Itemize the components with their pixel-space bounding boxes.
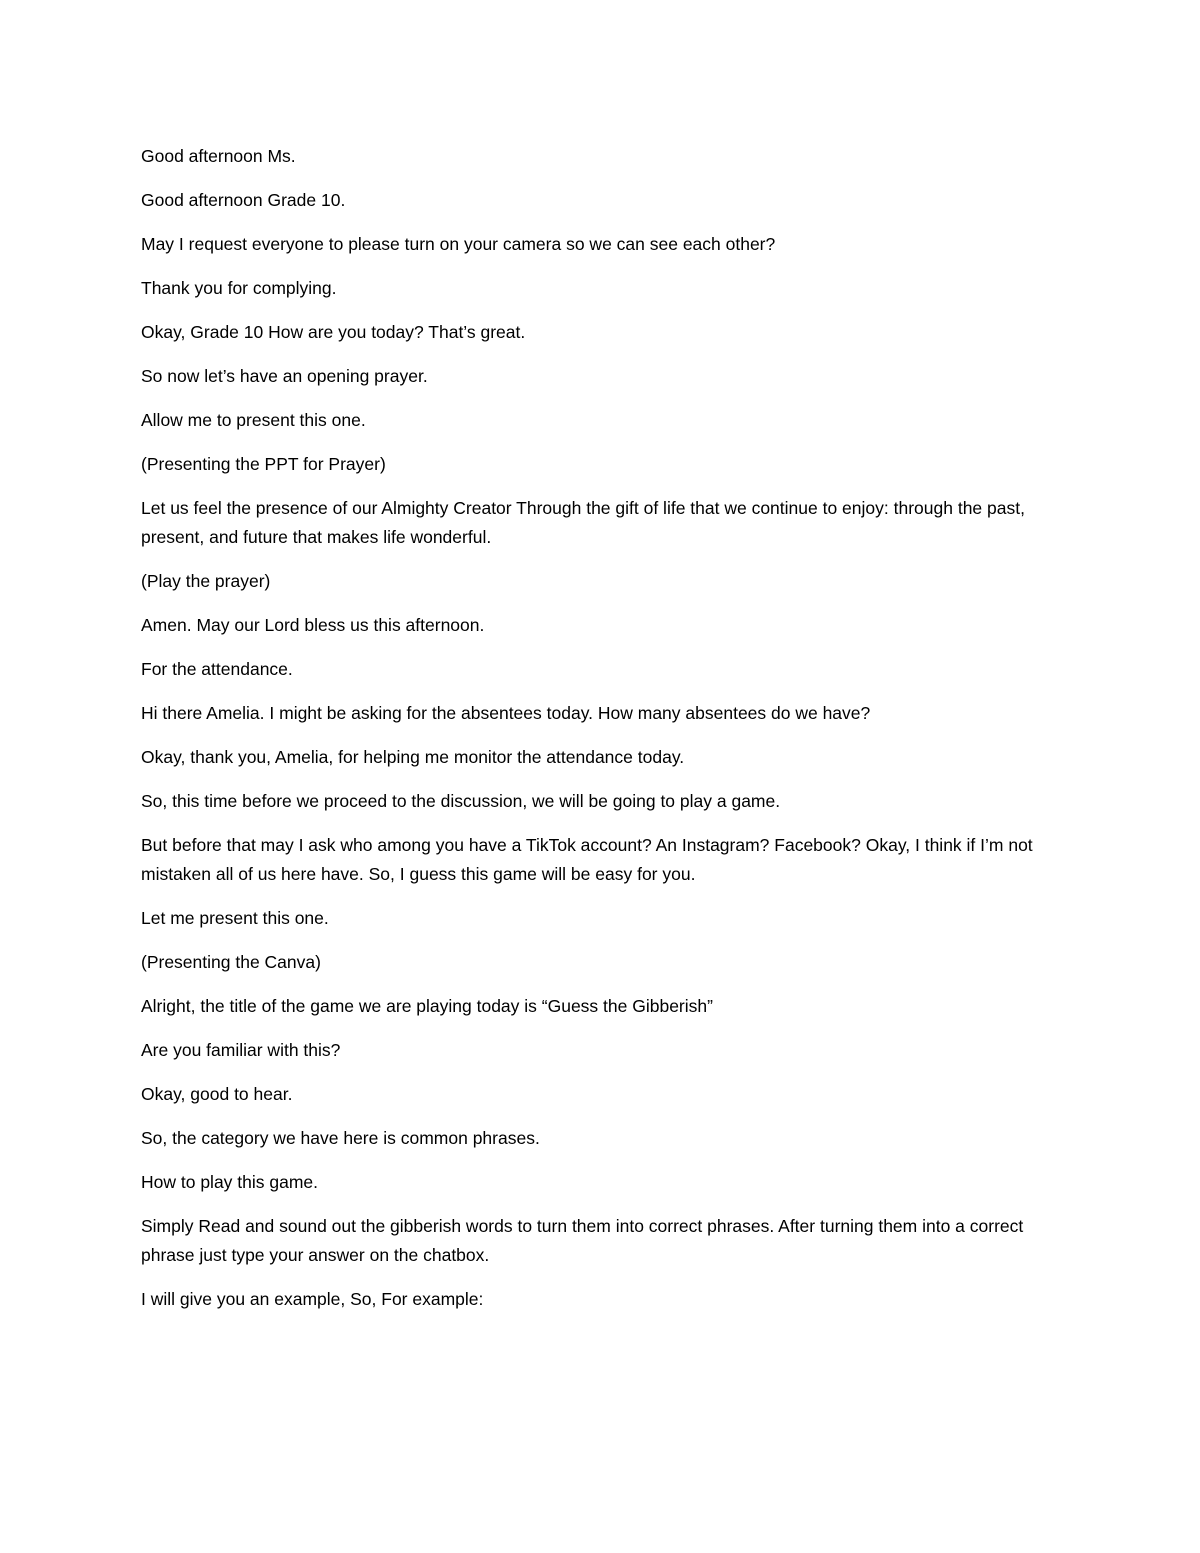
- paragraph: Good afternoon Grade 10.: [141, 190, 346, 210]
- paragraph: Are you familiar with this?: [141, 1040, 341, 1060]
- paragraph: So, the category we have here is common phrases.: [141, 1128, 540, 1148]
- paragraph: Okay, Grade 10 How are you today? That’s great.: [141, 322, 526, 342]
- paragraph: May I request everyone to please turn on your camera so we can see each other?: [141, 234, 776, 254]
- paragraph: (Presenting the Canva): [141, 952, 321, 972]
- paragraph: So, this time before we proceed to the discussion, we will be going to play a game.: [141, 791, 781, 811]
- paragraph: But before that may I ask who among you have a TikTok account? An Instagram? Facebook? Okay, I think if I’m not mistaken all of us here have. So, I guess this game will be easy for you.: [141, 835, 1033, 884]
- paragraph: Allow me to present this one.: [141, 410, 366, 430]
- document-body: [141, 142, 1061, 1329]
- paragraph: How to play this game.: [141, 1172, 319, 1192]
- paragraph: Okay, thank you, Amelia, for helping me monitor the attendance today.: [141, 747, 685, 767]
- paragraph: For the attendance.: [141, 659, 293, 679]
- paragraph: Let me present this one.: [141, 908, 329, 928]
- paragraph: Amen. May our Lord bless us this afternoon.: [141, 615, 485, 635]
- paragraph: (Play the prayer): [141, 571, 271, 591]
- paragraph: Simply Read and sound out the gibberish words to turn them into correct phrases. After turning them into a correct phrase just type your answer on the chatbox.: [141, 1216, 1024, 1265]
- paragraph: (Presenting the PPT for Prayer): [141, 454, 386, 474]
- paragraph: Alright, the title of the game we are playing today is “Guess the Gibberish”: [141, 996, 713, 1016]
- paragraph: Good afternoon Ms.: [141, 146, 296, 166]
- paragraph: So now let’s have an opening prayer.: [141, 366, 428, 386]
- paragraph: Thank you for complying.: [141, 278, 337, 298]
- paragraph: Hi there Amelia. I might be asking for the absentees today. How many absentees do we have?: [141, 703, 871, 723]
- paragraph: Okay, good to hear.: [141, 1084, 293, 1104]
- paragraph: I will give you an example, So, For example:: [141, 1289, 484, 1309]
- paragraph: Let us feel the presence of our Almighty Creator Through the gift of life that we continue to enjoy: through the past, present, and future that makes life wonderful.: [141, 498, 1025, 547]
